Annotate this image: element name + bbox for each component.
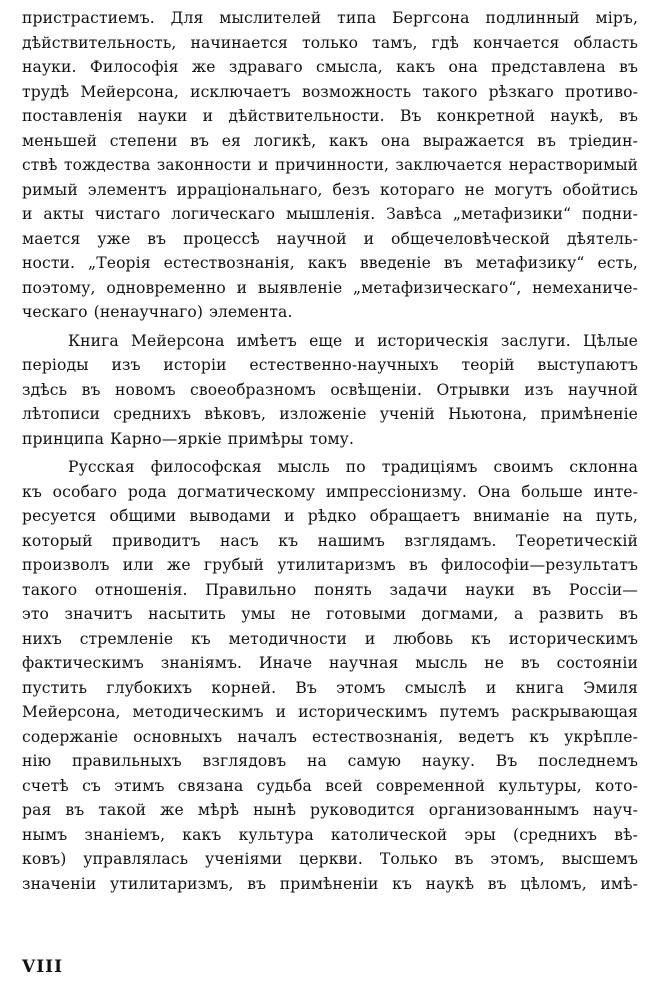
text-line: произволъ или же грубый утилитаризмъ въ философіи—результатъ xyxy=(22,556,638,574)
paragraph-3 xyxy=(22,455,638,896)
text-line: такого отношенія. Правильно понять задачи науки въ Россіи— xyxy=(22,580,638,599)
page-number: VIII xyxy=(22,957,64,977)
text-line: Русская философская мысль по традиціямъ своимъ склонна xyxy=(68,458,638,476)
text-line: поставленія науки и дѣйствительности. Въ конкретной наукѣ, въ xyxy=(22,107,638,125)
text-line: ческаго (ненаучнаго) элемента. xyxy=(22,303,293,321)
text-line: мается уже въ процессѣ научной и общечеловѣческой дѣятель- xyxy=(22,229,638,248)
text-line: меньшей степени въ ея логикѣ, какъ она выражается въ тріедин- xyxy=(22,131,638,150)
text-line: принципа Карно—яркіе примѣры тому. xyxy=(22,429,355,448)
text-line: и акты чистаго логическаго мышленія. Завѣса „метафизики“ подни- xyxy=(22,205,638,223)
text-line: науки. Философія же здраваго смысла, какъ она представлена въ xyxy=(22,58,638,76)
text-line: нымъ знаніемъ, какъ культура католической эры (среднихъ вѣ- xyxy=(22,825,638,844)
text-line: значеніи утилитаризмъ, въ примѣненіи къ наукѣ въ цѣломъ, имѣ- xyxy=(22,874,638,893)
text-line: Мейерсона, методическимъ и историческимъ путемъ раскрывающая xyxy=(22,703,638,721)
text-line: пустить глубокихъ корней. Въ этомъ смыслѣ и книга Эмиля xyxy=(22,678,638,697)
text-line: счетѣ съ этимъ связана судьба всей современной культуры, кото- xyxy=(22,776,638,795)
paragraph-1 xyxy=(22,6,638,325)
text-line: рая въ такой же мѣрѣ нынѣ руководится организованнымъ науч- xyxy=(22,801,638,819)
text-line: пристрастиемъ. Для мыслителей типа Бергсона подлинный міръ, xyxy=(22,9,638,27)
text-line: который приводитъ насъ къ нашимъ взглядамъ. Теоретическій xyxy=(22,531,638,550)
text-line: ковъ) управлялась ученіями церкви. Только въ этомъ, высшемъ xyxy=(22,850,638,868)
paragraph-2 xyxy=(22,329,638,452)
text-line: нихъ стремленіе къ методичности и любовь къ историческимъ xyxy=(22,629,638,648)
text-line: трудѣ Мейерсона, исключаетъ возможность такого рѣзкаго противо- xyxy=(22,82,638,101)
text-line: ствѣ тождества законности и причинности, заключается нерастворимый xyxy=(22,156,638,174)
text-line: лѣтописи среднихъ вѣковъ, изложеніе ученій Ньютона, примѣненіе xyxy=(22,405,638,423)
text-line: фактическимъ знаніямъ. Иначе научная мысль не въ состояніи xyxy=(22,654,638,672)
document-page xyxy=(22,6,638,982)
text-line: періоды изъ исторіи естественно-научныхъ теорій выступаютъ xyxy=(22,356,638,374)
text-line: ности. „Теорія естествознанія, какъ введеніе въ метафизику“ есть, xyxy=(22,254,638,272)
text-line: римый элементъ ирраціональнаго, безъ котораго не могутъ обойтись xyxy=(22,180,638,199)
text-line: поэтому, одновременно и выявленіе „метафизическаго“, немеханиче- xyxy=(22,278,638,297)
text-line: дѣйствительность, начинается только тамъ, гдѣ кончается область xyxy=(22,33,638,52)
text-line: нію правильныхъ взглядовъ на самую науку. Въ последнемъ xyxy=(22,752,638,770)
text-line: это значитъ насытить умы не готовыми догмами, а развить въ xyxy=(22,605,638,623)
text-line: къ особаго рода догматическому импрессіонизму. Она больше инте- xyxy=(22,482,638,501)
text-line: Книга Мейерсона имѣетъ еще и историческія заслуги. Цѣлые xyxy=(68,331,638,350)
text-line: содержаніе основныхъ началъ естествознанія, ведетъ къ укрѣпле- xyxy=(22,727,638,746)
text-line: здѣсь въ новомъ своеобразномъ освѣщеніи. Отрывки изъ научной xyxy=(22,380,638,399)
text-line: ресуется общими выводами и рѣдко обращаетъ вниманіе на путь, xyxy=(22,507,638,525)
